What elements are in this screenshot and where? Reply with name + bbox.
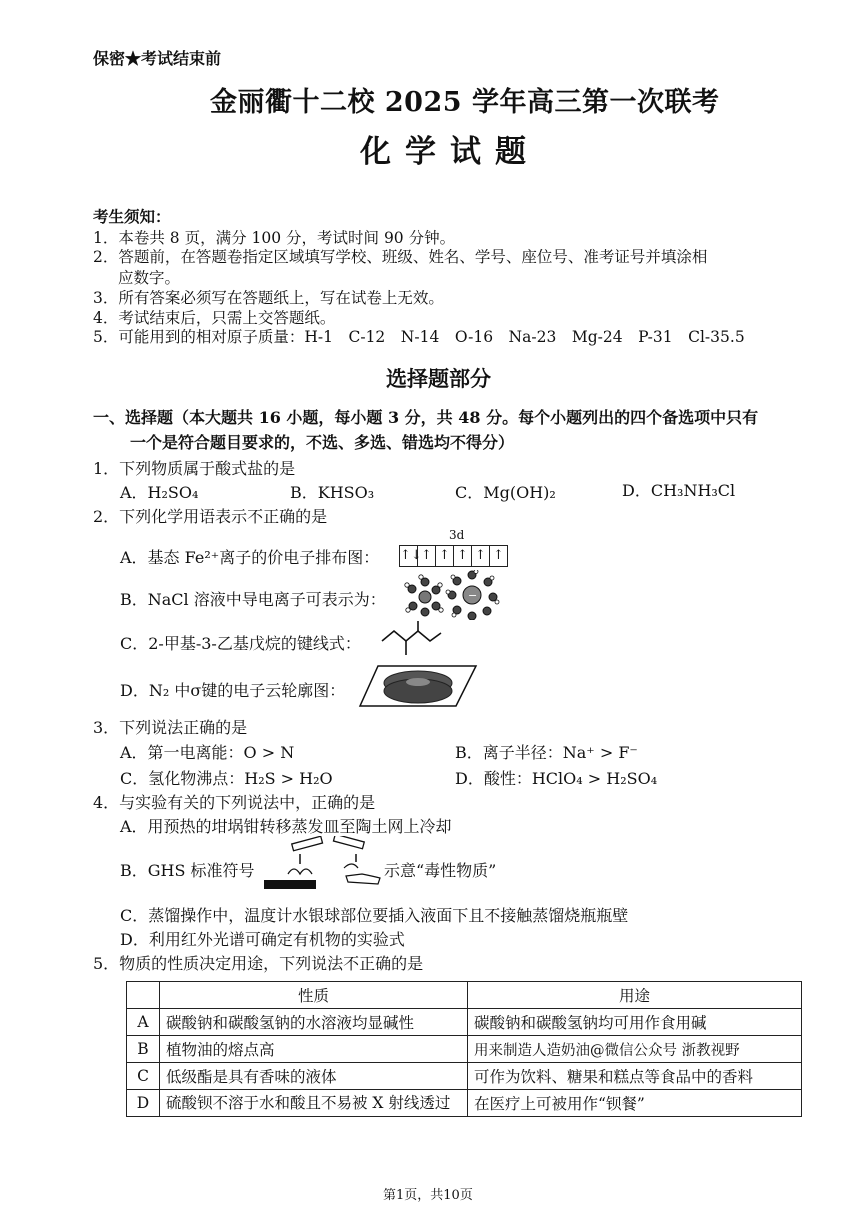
subject-title: 化学试题 bbox=[360, 134, 540, 170]
orbital-box-2: ↑ bbox=[418, 546, 436, 566]
sigma-bond-cloud-image bbox=[358, 664, 478, 708]
row-label: B bbox=[127, 1036, 160, 1063]
notice-item-1: 1．本卷共 8 页，满分 100 分，考试时间 90 分钟。 bbox=[93, 229, 456, 247]
row-property: 碳酸钠和碳酸氢钠的水溶液均显碱性 bbox=[160, 1009, 468, 1036]
row-label: C bbox=[127, 1063, 160, 1090]
confidential-label: 保密★考试结束前 bbox=[93, 49, 222, 68]
q2-option-a: A．基态 Fe²⁺离子的价电子排布图： bbox=[120, 548, 380, 567]
orbital-box-1: ↑↓ bbox=[400, 546, 418, 566]
skeletal-formula-image bbox=[380, 621, 444, 657]
row-property: 硫酸钡不溶于水和酸且不易被 X 射线透过 bbox=[160, 1090, 468, 1117]
row-label: D bbox=[127, 1090, 160, 1117]
notice-item-2-cont: 应数字。 bbox=[118, 269, 181, 287]
row-use: 碳酸钠和碳酸氢钠均可用作食用碱 bbox=[468, 1009, 802, 1036]
row-property: 植物油的熔点高 bbox=[160, 1036, 468, 1063]
table-header-blank bbox=[127, 982, 160, 1009]
row-use: 在医疗上可被用作“钡餐” bbox=[468, 1090, 802, 1117]
table-row bbox=[127, 1036, 802, 1063]
part-instructions-line2: 一个是符合题目要求的，不选、多选、错选均不得分） bbox=[130, 433, 515, 452]
q3-option-c: C．氢化物沸点：H₂S > H₂O bbox=[120, 769, 333, 788]
q4-option-c: C．蒸馏操作中，温度计水银球部位要插入液面下且不接触蒸馏烧瓶瓶壁 bbox=[120, 906, 629, 925]
notice-item-3: 3．所有答案必须写在答题纸上，写在试卷上无效。 bbox=[93, 289, 444, 307]
q3-option-b: B．离子半径：Na⁺ > F⁻ bbox=[455, 743, 638, 762]
row-property: 低级酯是具有香味的液体 bbox=[160, 1063, 468, 1090]
orbital-box-4: ↑ bbox=[454, 546, 472, 566]
orbital-label: 3d bbox=[449, 528, 465, 542]
hydrated-ions-image bbox=[400, 570, 504, 620]
notice-item-2: 2．答题前，在答题卷指定区域填写学校、班级、姓名、学号、座位号、准考证号并填涂相 bbox=[93, 248, 708, 266]
row-use: 用来制造人造奶油@微信公众号 浙教视野 bbox=[468, 1036, 802, 1063]
row-use: 可作为饮料、糖果和糕点等食品中的香料 bbox=[468, 1063, 802, 1090]
notice-heading: 考生须知： bbox=[93, 207, 171, 226]
table-header-row bbox=[127, 982, 802, 1009]
exam-title: 金丽衢十二校 2025 学年高三第一次联考 bbox=[210, 87, 720, 118]
q1-option-c: C．Mg(OH)₂ bbox=[455, 483, 556, 502]
row-label: A bbox=[127, 1009, 160, 1036]
corrosive-ghs-symbol bbox=[264, 836, 382, 892]
table-row bbox=[127, 1063, 802, 1090]
q1-option-b: B．KHSO₃ bbox=[290, 483, 375, 502]
q4-stem: 4．与实验有关的下列说法中，正确的是 bbox=[93, 793, 376, 812]
orbital-box-6: ↑ bbox=[493, 548, 504, 563]
svg-text:−: − bbox=[468, 589, 478, 602]
table-row bbox=[127, 1009, 802, 1036]
q5-stem: 5．物质的性质决定用途，下列说法不正确的是 bbox=[93, 954, 424, 973]
q1-stem: 1．下列物质属于酸式盐的是 bbox=[93, 459, 296, 478]
notice-item-5: 5．可能用到的相对原子质量：H-1 C-12 N-14 O-16 Na-23 Mg-24 P-31 Cl-35.5 bbox=[93, 328, 745, 346]
q2-option-c: C．2-甲基-3-乙基戊烷的键线式： bbox=[120, 634, 361, 653]
q1-option-d: D．CH₃NH₃Cl bbox=[622, 481, 736, 500]
table-row bbox=[127, 1090, 802, 1117]
q2-option-b: B．NaCl 溶液中导电离子可表示为： bbox=[120, 590, 386, 609]
orbital-box-5: ↑ bbox=[472, 546, 490, 566]
q4-option-a: A．用预热的坩埚钳转移蒸发皿至陶土网上冷却 bbox=[120, 817, 452, 836]
section-title: 选择题部分 bbox=[386, 366, 491, 391]
q4-option-d: D．利用红外光谱可确定有机物的实验式 bbox=[120, 930, 405, 949]
q4-option-b: B．GHS 标准符号 bbox=[120, 861, 255, 880]
notice-item-4: 4．考试结束后，只需上交答题纸。 bbox=[93, 309, 336, 327]
orbital-diagram bbox=[399, 545, 508, 567]
q5-table bbox=[126, 981, 802, 1117]
q3-stem: 3．下列说法正确的是 bbox=[93, 718, 248, 737]
q3-option-d: D．酸性：HClO₄ > H₂SO₄ bbox=[455, 769, 658, 788]
q3-option-a: A．第一电离能：O > N bbox=[120, 743, 295, 762]
page-footer: 第1页，共10页 bbox=[383, 1188, 473, 1203]
q2-stem: 2．下列化学用语表示不正确的是 bbox=[93, 507, 328, 526]
q4-option-b-suffix: 示意“毒性物质” bbox=[384, 861, 497, 880]
part-instructions-line1: 一、选择题（本大题共 16 小题，每小题 3 分，共 48 分。每个小题列出的四个备选项中只有 bbox=[93, 408, 759, 427]
table-header-use: 用途 bbox=[468, 982, 802, 1009]
orbital-box-3: ↑ bbox=[436, 546, 454, 566]
q2-option-d: D．N₂ 中σ键的电子云轮廓图： bbox=[120, 681, 346, 700]
table-header-property: 性质 bbox=[160, 982, 468, 1009]
q1-option-a: A．H₂SO₄ bbox=[120, 483, 199, 502]
